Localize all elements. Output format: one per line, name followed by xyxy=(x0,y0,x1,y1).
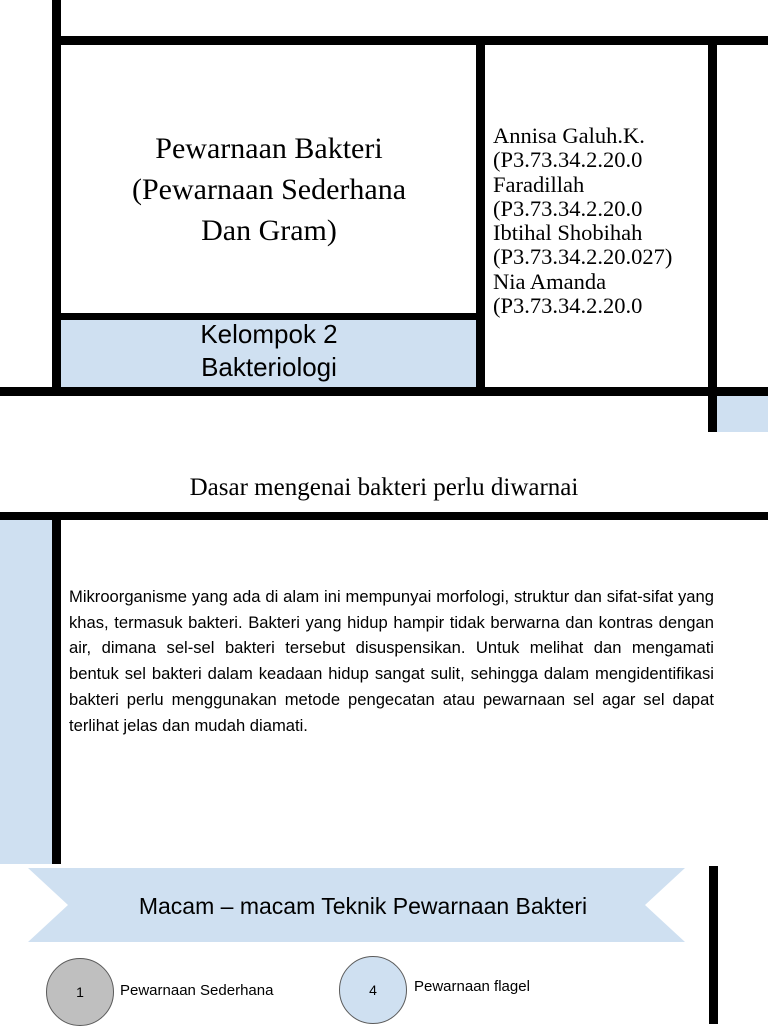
ribbon-title: Macam – macam Teknik Pewarnaan Bakteri xyxy=(138,893,588,919)
accent-block-left xyxy=(0,520,52,864)
vertical-line-slide-3 xyxy=(709,866,718,1024)
title-line: Pewarnaan Bakteri xyxy=(155,132,383,165)
presentation-title xyxy=(62,128,476,251)
member-name: Ibtihal Shobihah xyxy=(493,220,643,246)
accent-block-right xyxy=(717,396,768,432)
member-id: (P3.73.34.2.20.0 xyxy=(493,293,643,319)
group-line: Kelompok 2 xyxy=(200,319,338,349)
vertical-line-slide-2 xyxy=(52,512,61,864)
item-number: 4 xyxy=(369,982,377,998)
member-id: (P3.73.34.2.20.0 xyxy=(493,147,643,173)
member-id: (P3.73.34.2.20.027) xyxy=(493,244,673,270)
vertical-line-middle xyxy=(476,36,485,392)
item-label: Pewarnaan flagel xyxy=(414,978,530,995)
slide-2-title: Dasar mengenai bakteri perlu diwarnai xyxy=(189,474,579,501)
member-name: Annisa Galuh.K. xyxy=(493,123,645,148)
title-line: (Pewarnaan Sederhana xyxy=(131,173,407,206)
group-label xyxy=(62,318,476,384)
horizontal-line-top xyxy=(52,36,768,45)
horizontal-line-bottom xyxy=(0,387,768,396)
item-label: Pewarnaan Sederhana xyxy=(120,982,274,999)
item-number: 1 xyxy=(76,984,84,1000)
member-id: (P3.73.34.2.20.0 xyxy=(493,195,643,221)
title-line: Dan Gram) xyxy=(201,214,337,247)
horizontal-line-slide-2 xyxy=(0,512,768,520)
vertical-line-left xyxy=(52,0,61,392)
group-line: Bakteriologi xyxy=(201,352,337,382)
member-list xyxy=(493,124,713,318)
item-number-circle xyxy=(339,956,407,1024)
member-name: Nia Amanda xyxy=(493,268,607,294)
body-paragraph: Mikroorganisme yang ada di alam ini mempunyai morfologi, struktur dan sifat-sifat yang khas, termasuk bakteri. Bakteri yang hidup hampir tidak berwarna dan kontras dengan air, dimana sel-sel bakteri tersebut disuspensikan. Untuk melihat dan mengamati bentuk sel bakteri dalam keadaan hidup sangat sulit, sehingga dalam mengidentifikasi bakteri perlu menggunakan metode pengecatan atau pewarnaan sel agar sel dapat terlihat jelas dan mudah diamati. xyxy=(69,587,714,735)
member-name: Faradillah xyxy=(493,171,585,197)
item-number-circle xyxy=(46,958,114,1026)
